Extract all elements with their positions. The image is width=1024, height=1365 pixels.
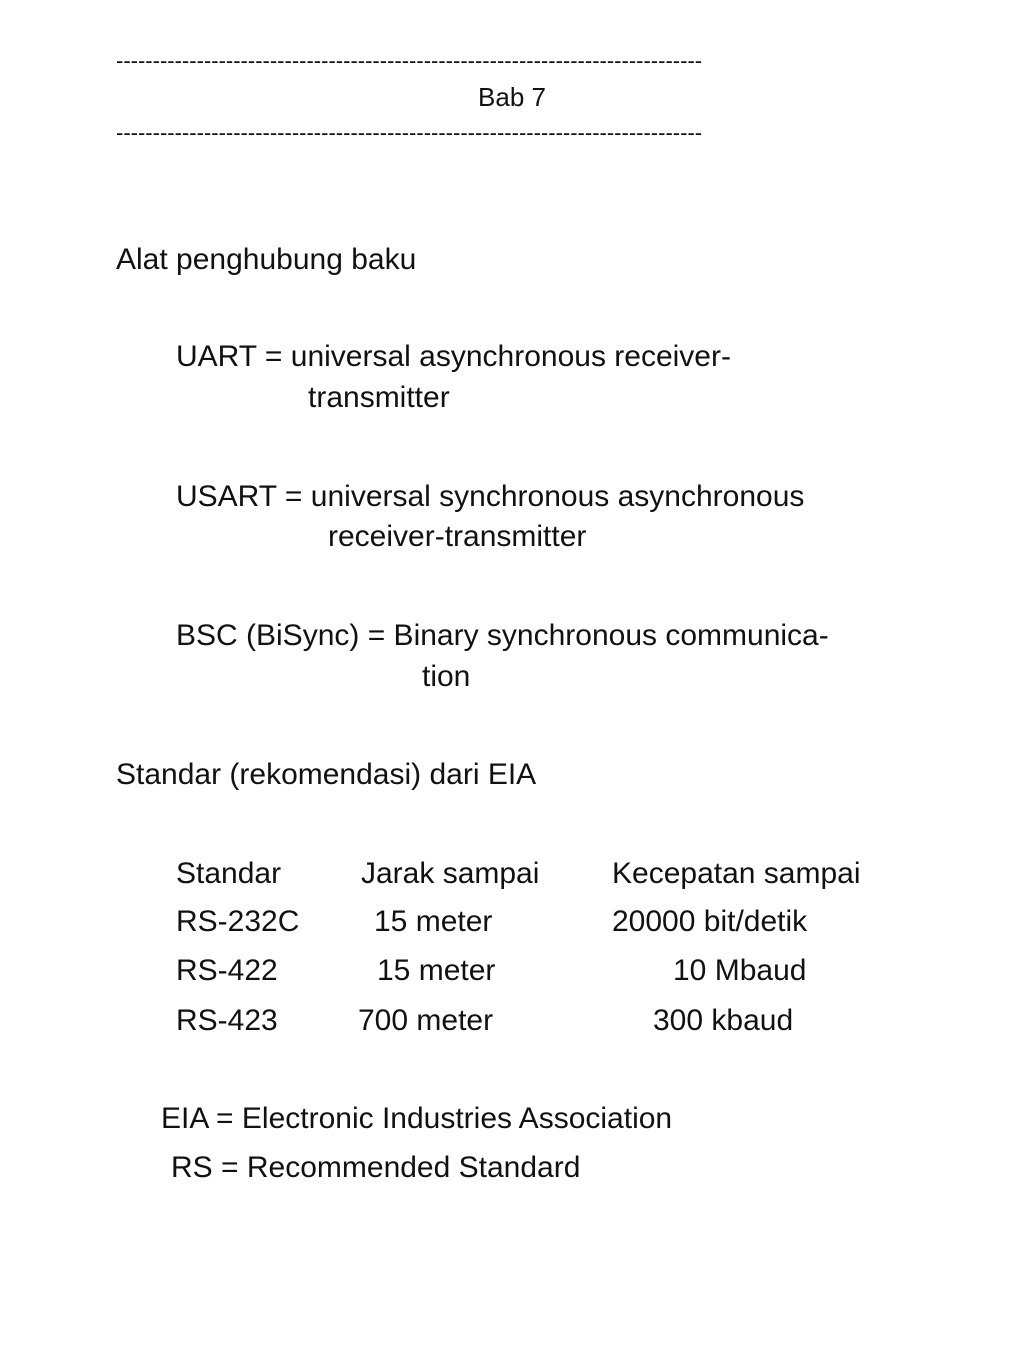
definition-line: USART = universal synchronous asynchronous [176,480,805,513]
table-cell: RS-232C [176,905,300,938]
note-rs: RS = Recommended Standard [171,1151,581,1184]
definition-line: UART = universal asynchronous receiver- [176,340,731,373]
table-cell: RS-422 [176,954,278,987]
definition-line-continued: receiver-transmitter [328,520,587,553]
table-header: Standar [176,857,282,890]
table-cell: 15 meter [374,905,493,938]
table-cell: 300 kbaud [653,1004,794,1037]
table-cell: 20000 bit/detik [612,905,808,938]
note-eia: EIA = Electronic Industries Association [161,1102,673,1135]
section-heading-interfaces: Alat penghubung baku [116,243,417,276]
table-cell: RS-423 [176,1004,278,1037]
table-header: Kecepatan sampai [612,857,861,890]
definition-line-continued: transmitter [308,381,450,414]
chapter-title: Bab 7 [478,82,546,112]
table-cell: 700 meter [358,1004,494,1037]
table-cell: 15 meter [377,954,496,987]
table-cell: 10 Mbaud [673,954,807,987]
top-divider: -------------------------------------------------------------------------------- [116,48,703,73]
definition-line: BSC (BiSync) = Binary synchronous communica- [176,619,829,652]
definition-line-continued: tion [422,660,471,693]
section-heading-eia-standards: Standar (rekomendasi) dari EIA [116,758,537,791]
table-header: Jarak sampai [361,857,540,890]
bottom-divider: -------------------------------------------------------------------------------- [116,120,703,145]
